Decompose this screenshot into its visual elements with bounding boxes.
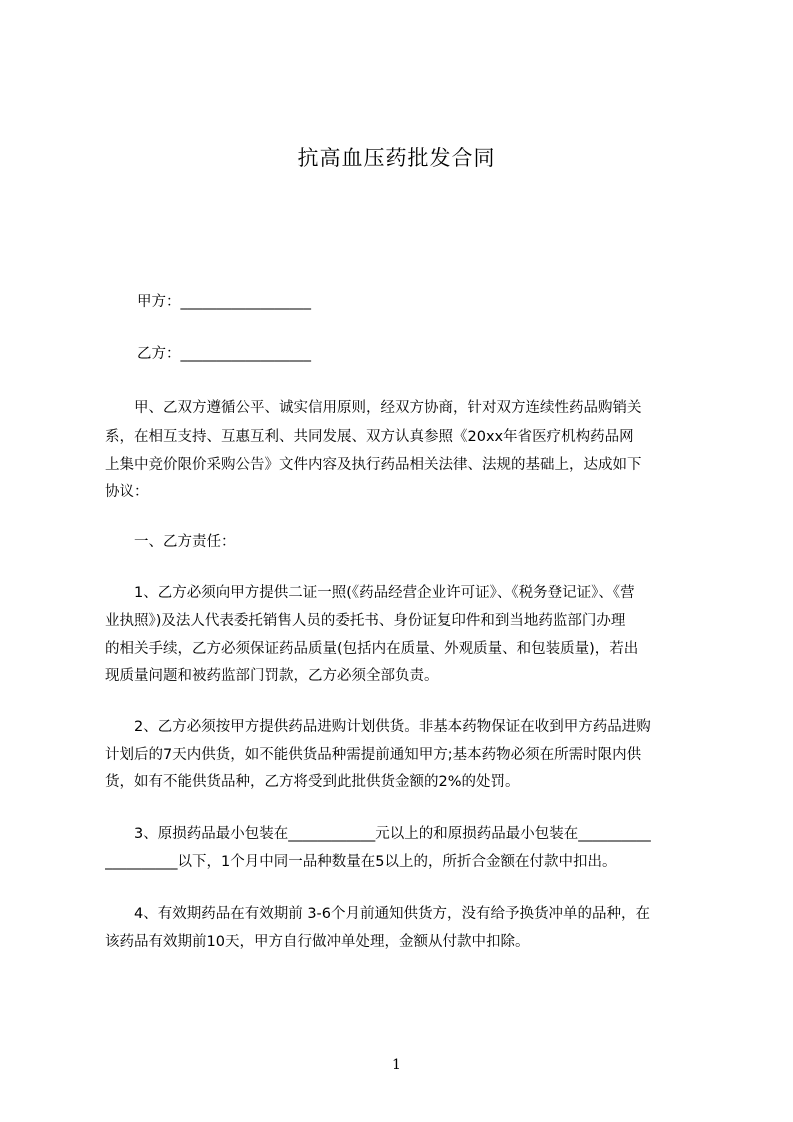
page-number: 1: [392, 1057, 401, 1073]
intro-line: 协议：: [105, 484, 149, 500]
clause-2-line: 计划后的7天内供货，如不能供货品种需提前通知甲方;基本药物必须在所需时限内供: [105, 747, 642, 763]
intro-line: 甲、乙双方遵循公平、诚实信用原则，经双方协商，针对双方连续性药品购销关: [105, 400, 642, 416]
clause-1-line: 现质量问题和被药监部门罚款，乙方必须全部负责。: [105, 668, 439, 684]
party-b-line: 乙方：__________________: [137, 346, 311, 362]
clause-2-line: 2、乙方必须按甲方提供药品进购计划供货。非基本药物保证在收到甲方药品进购: [105, 719, 651, 735]
party-a-line: 甲方：__________________: [137, 294, 311, 310]
clause-3-line: __________以下，1个月中同一品种数量在5以上的，所折合金额在付款中扣出。: [105, 854, 617, 870]
section-heading: 一、乙方责任：: [105, 534, 236, 550]
clause-1-line: 业执照》)及法人代表委托销售人员的委托书、身份证复印件和到当地药监部门办理: [105, 613, 626, 629]
clause-1-line: 的相关手续，乙方必须保证药品质量(包括内在质量、外观质量、和包装质量)，若出: [105, 641, 639, 657]
intro-line: 上集中竞价限价采购公告》文件内容及执行药品相关法律、法规的基础上，达成如下: [105, 457, 642, 473]
clause-4-line: 该药品有效期前10天，甲方自行做冲单处理，金额从付款中扣除。: [105, 934, 530, 950]
clause-2-line: 货，如有不能供货品种，乙方将受到此批供货金额的2%的处罚。: [105, 774, 520, 790]
clause-1-line: 1、乙方必须向甲方提供二证一照(《药品经营企业许可证》、《税务登记证》、《营: [105, 585, 635, 601]
clause-4-line: 4、有效期药品在有效期前 3-6个月前通知供货方，没有给予换货冲单的品种，在: [105, 906, 651, 922]
document-title: 抗高血压药批发合同: [297, 146, 496, 170]
intro-line: 系，在相互支持、互惠互利、共同发展、双方认真参照《20xx年省医疗机构药品网: [105, 429, 634, 445]
clause-3-line: 3、原损药品最小包装在____________元以上的和原损药品最小包装在__________: [105, 826, 651, 842]
